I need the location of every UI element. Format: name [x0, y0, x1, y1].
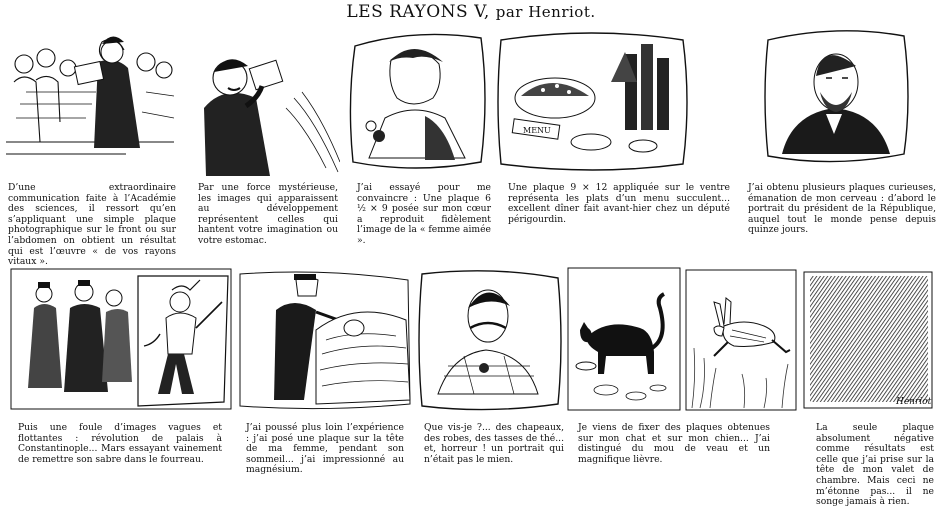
- page-title: [0, 2, 942, 22]
- panel-8-illustration: [414, 266, 564, 414]
- sleeping-wife-illustration: [236, 270, 412, 412]
- panel-11-caption: La seule plaque absolument négative comme résultats est celle que j’ai prise sur la tête de mon valet de chambre. Mais ceci ne m’étonne pas... il ne songe jamais à rien.: [816, 422, 934, 508]
- hare-illustration: [684, 268, 798, 412]
- panel-8-caption: Que vis-je ?... des chapeaux, des robes, des tasses de thé... et, horreur ! un portrait qui n’était pas le mien.: [424, 422, 564, 465]
- academy-scene-illustration: [6, 22, 174, 174]
- panel-5-caption: J’ai obtenu plusieurs plaques curieuses, émanation de mon cerveau : d’abord le portrait du président de la République, auquel tout le monde pense depuis quinze jours.: [748, 182, 936, 236]
- panel-6-caption: Puis une foule d’images vagues et flottantes : révolution de palais à Constantinople... Mars essayant vainement de remettre son sabre dans le fourreau.: [18, 422, 222, 465]
- panel-7-illustration: [236, 270, 412, 412]
- panel-2-illustration: [190, 38, 340, 178]
- negative-plate-illustration: [800, 268, 936, 412]
- panel-7-caption: J’ai poussé plus loin l’expérience : j’ai posé une plaque sur la tête de ma femme, pendant son sommeil... j’ai impressionné au magnésium.: [246, 422, 404, 476]
- black-cat-illustration: [566, 266, 682, 412]
- panel-10-illustration: [684, 268, 798, 412]
- menu-dishes-illustration: [493, 24, 689, 174]
- panel-6-illustration: [10, 268, 232, 410]
- panel-9-illustration: [566, 266, 682, 412]
- palace-revolution-illustration: [10, 268, 232, 410]
- panel-4-illustration: [493, 24, 689, 174]
- panel-11-illustration: [800, 268, 936, 412]
- title-byline: par Henriot.: [495, 3, 596, 21]
- panel-9-caption: Je viens de fixer des plaques obtenues sur mon chat et sur mon chien... J’ai distingué du mou de veau et un magnifique lièvre.: [578, 422, 770, 465]
- panel-1-illustration: [6, 22, 174, 174]
- artist-signature: Henriot: [896, 397, 932, 407]
- title-main: LES RAYONS V,: [346, 2, 490, 22]
- man-with-plate-illustration: [190, 38, 340, 178]
- beloved-woman-illustration: [345, 26, 487, 174]
- panel-2-caption: Par une force mystérieuse, les images qui apparaissent au développement représentent celles qui hantent votre imagination ou votre estomac.: [198, 182, 338, 246]
- panel-3-illustration: [345, 26, 487, 174]
- other-man-portrait-illustration: [414, 266, 564, 414]
- president-portrait-illustration: [760, 22, 910, 168]
- panel-1-caption: D’une extraordinaire communication faite à l’Académie des sciences, il ressort qu’en s’appliquant une simple plaque photographique sur le front ou sur l’abdomen on obtient un résultat qui est l’œuvre « de vos rayons vitaux ».: [8, 182, 176, 268]
- panel-3-caption: J’ai essayé pour me convaincre : Une plaque 6 ½ × 9 posée sur mon cœur a reproduit fidèlement l’image de la « femme aimée ».: [357, 182, 491, 246]
- menu-label: MENU: [523, 126, 551, 135]
- panel-4-caption: Une plaque 9 × 12 appliquée sur le ventre représenta les plats d’un menu succulent... excellent dîner fait avant-hier chez un député périgourdin.: [508, 182, 730, 225]
- panel-5-illustration: [760, 22, 910, 168]
